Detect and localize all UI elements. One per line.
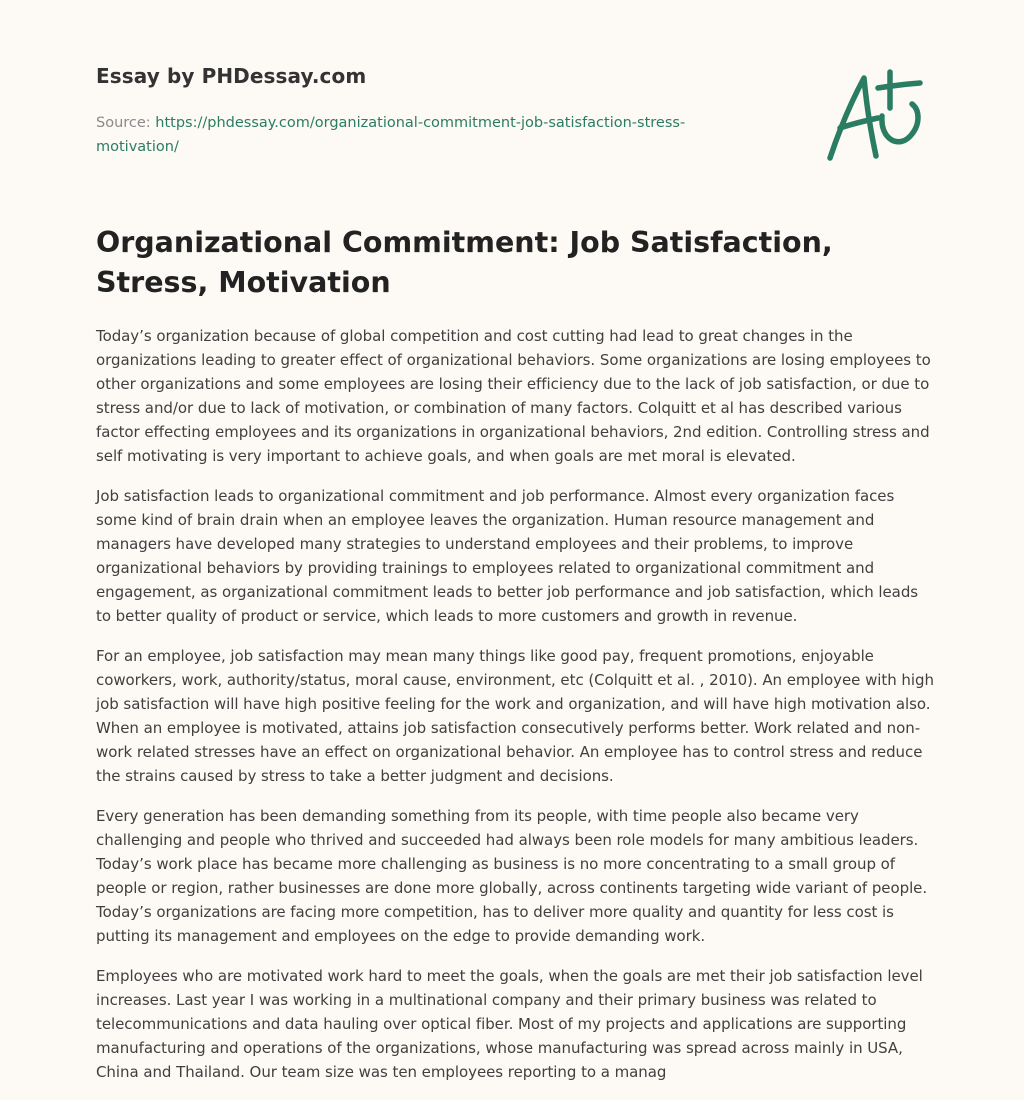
site-title: Essay by PHDessay.com (96, 64, 367, 88)
source-line (96, 111, 736, 159)
source-label: Source: (96, 115, 151, 131)
essay-paragraph: Every generation has been demanding something from its people, with time people also became very challenging and people who thrived and succeeded had always been role models for many ambitious leaders. Today’s work place has became more challenging as business is no more concentrating to a small group of people or region, rather businesses are done more globally, across continents targeting wide variant of people. Today’s organizations are facing more competition, has to deliver more quality and quantity for less cost is putting its management and employees on the edge to provide demanding work. (96, 807, 928, 945)
essay-body (96, 324, 936, 1100)
essay-paragraph: Today’s organization because of global competition and cost cutting had lead to great changes in the organizations leading to greater effect of organizational behaviors. Some organizations are losing employees to other organizations and some employees are losing their efficiency due to the lack of job satisfaction, or due to stress and/or due to lack of motivation, or combination of many factors. Colquitt et al has described various factor effecting employees and its organizations in organizational behaviors, 2nd edition. Controlling stress and self motivating is very important to achieve goals, and when goals are met moral is elevated. (96, 327, 931, 465)
essay-paragraph: Employees who are motivated work hard to meet the goals, when the goals are met their job satisfaction level increases. Last year I was working in a multinational company and their primary business was related to telecommunications and data hauling over optical fiber. Most of my projects and applications are supporting manufacturing and operations of the organizations, whose manufacturing was spread across mainly in USA, China and Thailand. Our team size was ten employees reporting to a manag (96, 967, 923, 1081)
essay-paragraph: Job satisfaction leads to organizational commitment and job performance. Almost every organization faces some kind of brain drain when an employee leaves the organization. Human resource management and managers have developed many strategies to understand employees and their problems, to improve organizational behaviors by providing trainings to employees related to organizational commitment and engagement, as organizational commitment leads to better job performance and job satisfaction, which leads to better quality of product or service, which leads to more customers and growth in revenue. (96, 487, 919, 625)
source-link[interactable]: https://phdessay.com/organizational-commitment-job-satisfaction-stress-motivation/ (96, 115, 686, 155)
essay-paragraph: For an employee, job satisfaction may mean many things like good pay, frequent promotions, enjoyable coworkers, work, authority/status, moral cause, environment, etc (Colquitt et al. , 2010). An employee with high job satisfaction will have high positive feeling for the work and organization, and will have high motivation also. When an employee is motivated, attains job satisfaction consecutively performs better. Work related and non-work related stresses have an effect on organizational behavior. An employee has to control stress and reduce the strains caused by stress to take a better judgment and decisions. (96, 647, 934, 785)
essay-title: Organizational Commitment: Job Satisfaction, Stress, Motivation (96, 226, 833, 299)
a-plus-logo-icon (820, 66, 932, 166)
